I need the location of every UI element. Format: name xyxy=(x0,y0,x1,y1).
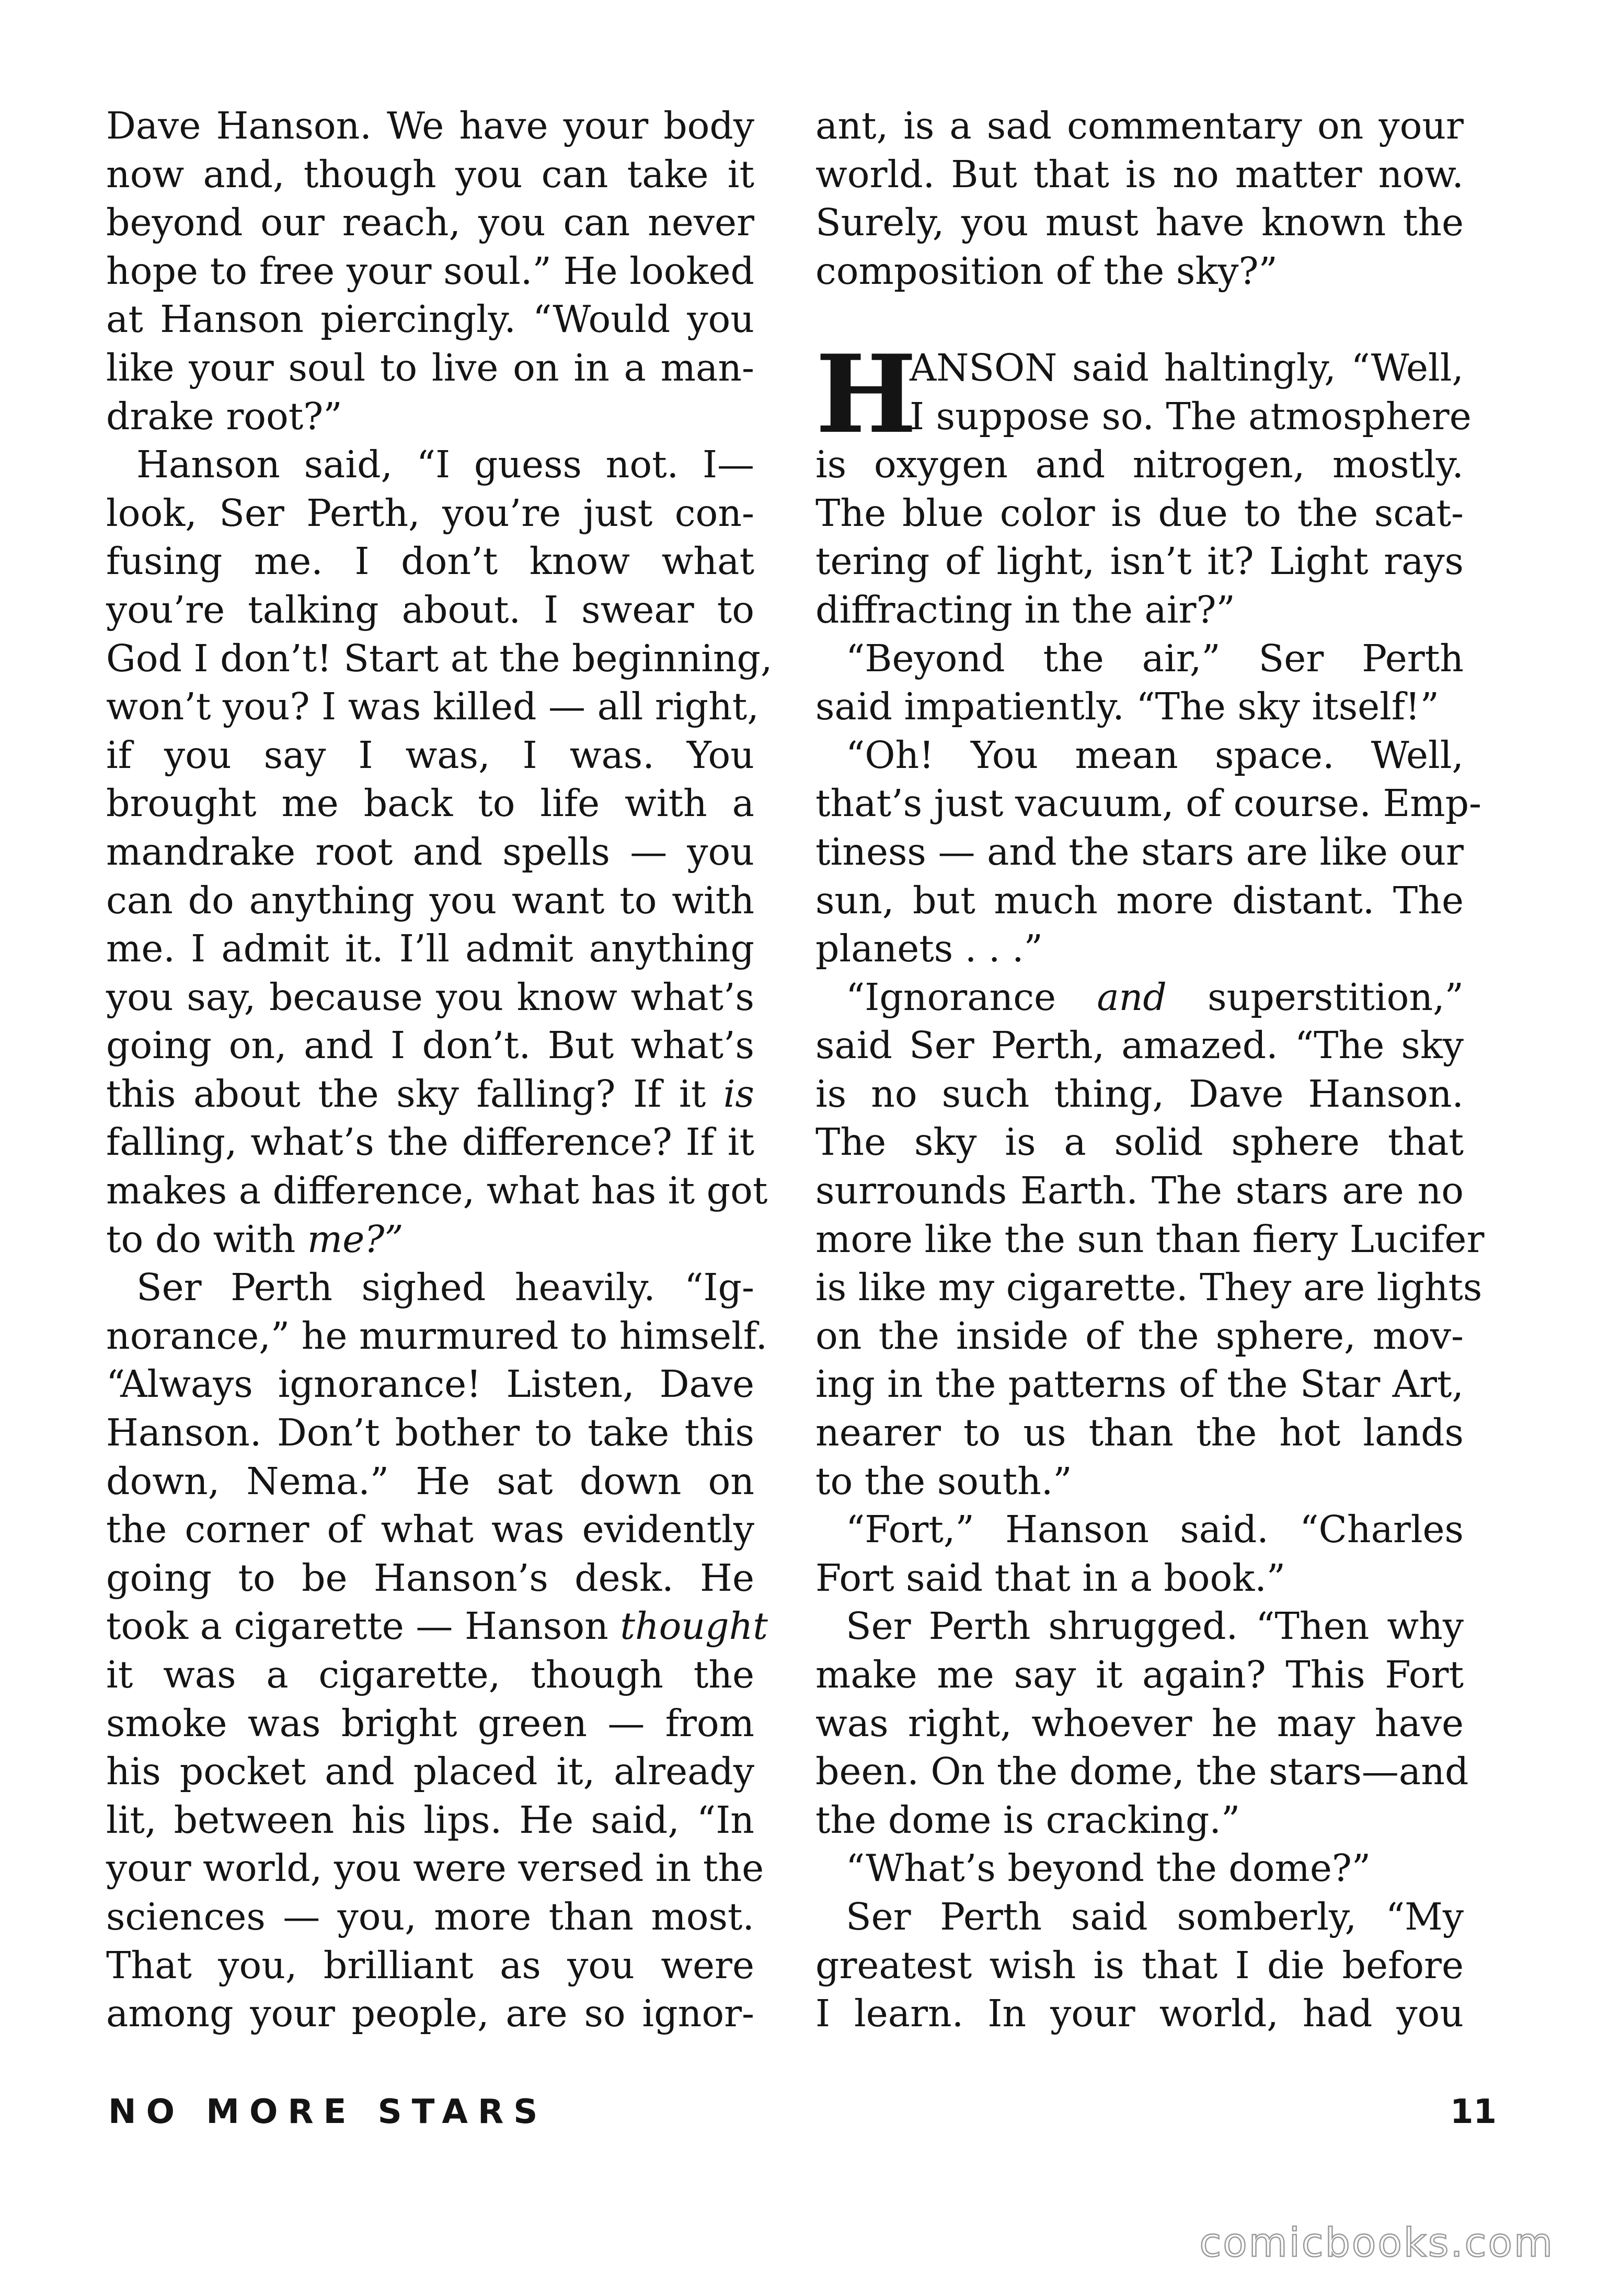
text-line: “Fort,” Hanson said. “Charles xyxy=(846,1508,1464,1552)
text-line: can do anything you want to with xyxy=(106,878,754,922)
text-line: composition of the sky?” xyxy=(815,249,1278,293)
paragraph-1 xyxy=(106,102,754,441)
paragraph-beyond-air xyxy=(815,635,1464,731)
text-run: superstition,” xyxy=(1166,975,1464,1019)
text-line: said Ser Perth, amazed. “The sky xyxy=(815,1024,1464,1067)
text-line xyxy=(106,1070,754,1119)
dropcap-paragraph xyxy=(815,331,1472,635)
paragraph-shrugged xyxy=(815,1602,1469,1844)
paragraph-beyond-dome xyxy=(815,1844,1464,1893)
paragraph-2 xyxy=(106,441,773,1264)
text-line: at Hanson piercingly. “Would you xyxy=(106,297,754,341)
text-line: you say, because you know what’s xyxy=(106,975,754,1019)
text-line: sciences — you, more than most. xyxy=(106,1895,754,1938)
text-line: norance,” he murmured to himself. xyxy=(106,1314,768,1358)
text-line: I suppose so. The atmosphere xyxy=(910,394,1472,438)
text-line: now and, though you can take it xyxy=(106,152,754,196)
paragraph-space xyxy=(815,731,1482,973)
paragraph-ignorance xyxy=(815,973,1485,1506)
paragraph-fort xyxy=(815,1506,1464,1602)
text-line: you’re talking about. I swear to xyxy=(106,588,754,632)
text-line: your world, you were versed in the xyxy=(106,1846,764,1890)
text-line: going to be Hanson’s desk. He xyxy=(106,1556,754,1600)
paragraph-somberly xyxy=(815,1893,1464,2038)
text-line: is no such thing, Dave Hanson. xyxy=(815,1072,1464,1116)
text-line: tiness — and the stars are like our xyxy=(815,830,1464,874)
text-line: make me say it again? This Fort xyxy=(815,1653,1464,1696)
text-line: The sky is a solid sphere that xyxy=(815,1120,1464,1164)
left-text-column xyxy=(106,102,773,2038)
text-run: “Ignorance xyxy=(846,975,1097,1019)
text-line: lit, between his lips. He said, “In xyxy=(106,1798,754,1842)
text-line: his pocket and placed it, already xyxy=(106,1750,754,1794)
text-line: sun, but much more distant. The xyxy=(815,878,1464,922)
text-line: beyond our reach, you can never xyxy=(106,201,754,245)
text-line: among your people, are so ignor- xyxy=(106,1992,754,2036)
text-line xyxy=(106,1215,754,1264)
text-line: “Oh! You mean space. Well, xyxy=(846,733,1464,777)
text-line: nearer to us than the hot lands xyxy=(815,1411,1464,1455)
text-line: if you say I was, I was. You xyxy=(106,733,754,777)
text-line: it was a cigarette, though the xyxy=(106,1653,754,1696)
paragraph-continued xyxy=(815,102,1464,295)
text-line: more like the sun than fiery Lucifer xyxy=(815,1217,1485,1261)
paragraph-3 xyxy=(106,1264,768,2038)
text-line: said impatiently. “The sky itself!” xyxy=(815,685,1439,729)
text-line: Dave Hanson. We have your body xyxy=(106,104,754,147)
text-line: “Always ignorance! Listen, Dave xyxy=(106,1362,754,1406)
text-run: this about the sky falling? If it xyxy=(106,1072,723,1116)
text-line: Hanson said, “I guess not. I— xyxy=(136,443,754,487)
text-line: ant, is a sad commentary on your xyxy=(815,104,1464,147)
italic-word: and xyxy=(1097,975,1167,1019)
text-line: Surely, you must have known the xyxy=(815,201,1464,245)
text-line: ANSON said haltingly, “Well, xyxy=(910,346,1464,389)
italic-word: me?” xyxy=(307,1217,404,1261)
text-line: brought me back to life with a xyxy=(106,782,754,825)
text-line: Hanson. Don’t bother to take this xyxy=(106,1411,754,1455)
text-line: That you, brilliant as you were xyxy=(106,1943,754,1987)
text-line: going on, and I don’t. But what’s xyxy=(106,1024,754,1067)
text-line: was right, whoever he may have xyxy=(815,1701,1464,1745)
text-line: look, Ser Perth, you’re just con- xyxy=(106,491,754,535)
text-line: on the inside of the sphere, mov- xyxy=(815,1314,1464,1358)
text-line: is like my cigarette. They are lights xyxy=(815,1266,1482,1310)
text-line: tering of light, isn’t it? Light rays xyxy=(815,539,1464,583)
text-line: the corner of what was evidently xyxy=(106,1508,754,1552)
text-line: down, Nema.” He sat down on xyxy=(106,1459,754,1503)
text-line: to the south.” xyxy=(815,1459,1072,1503)
text-line: planets . . .” xyxy=(815,927,1043,971)
text-line: falling, what’s the difference? If it xyxy=(106,1120,754,1164)
text-run: to do with xyxy=(106,1217,307,1261)
text-line: I learn. In your world, had you xyxy=(815,1992,1464,2036)
text-line: been. On the dome, the stars—and xyxy=(815,1750,1469,1794)
text-line: won’t you? I was killed — all right, xyxy=(106,685,759,729)
text-line: drake root?” xyxy=(106,394,342,438)
text-line: smoke was bright green — from xyxy=(106,1701,754,1745)
text-line: “What’s beyond the dome?” xyxy=(846,1846,1371,1890)
drop-cap-letter: H xyxy=(815,331,917,457)
text-line: the dome is cracking.” xyxy=(815,1798,1240,1842)
text-line: God I don’t! Start at the beginning, xyxy=(106,636,773,680)
text-line xyxy=(106,1602,768,1651)
italic-word: is xyxy=(723,1072,754,1116)
italic-word: thought xyxy=(620,1604,768,1648)
text-line: Ser Perth said somberly, “My xyxy=(846,1895,1464,1938)
text-line: mandrake root and spells — you xyxy=(106,830,754,874)
text-line: that’s just vacuum, of course. Emp- xyxy=(815,782,1482,825)
text-line: me. I admit it. I’ll admit anything xyxy=(106,927,754,971)
text-line: is oxygen and nitrogen, mostly. xyxy=(815,443,1464,487)
text-run: took a cigarette — Hanson xyxy=(106,1604,620,1648)
text-line: greatest wish is that I die before xyxy=(815,1943,1464,1987)
text-line: Ser Perth sighed heavily. “Ig- xyxy=(136,1266,754,1310)
text-line: diffracting in the air?” xyxy=(815,588,1235,632)
text-line: surrounds Earth. The stars are no xyxy=(815,1169,1464,1213)
text-line: hope to free your soul.” He looked xyxy=(106,249,754,293)
right-text-column xyxy=(815,102,1485,2038)
text-line: ing in the patterns of the Star Art, xyxy=(815,1362,1464,1406)
text-line: makes a difference, what has it got xyxy=(106,1169,768,1213)
text-line: Fort said that in a book.” xyxy=(815,1556,1286,1600)
site-watermark: comicbooks.com xyxy=(1199,2219,1554,2266)
text-line xyxy=(815,973,1464,1022)
page-number: 11 xyxy=(1450,2093,1497,2131)
text-line: The blue color is due to the scat- xyxy=(815,491,1464,535)
text-line: world. But that is no matter now. xyxy=(815,152,1464,196)
text-line: “Beyond the air,” Ser Perth xyxy=(846,636,1464,680)
text-line: like your soul to live on in a man- xyxy=(106,346,754,389)
running-footer-title: NO MORE STARS xyxy=(108,2093,548,2131)
text-line: fusing me. I don’t know what xyxy=(106,539,754,583)
text-line: Ser Perth shrugged. “Then why xyxy=(846,1604,1464,1648)
